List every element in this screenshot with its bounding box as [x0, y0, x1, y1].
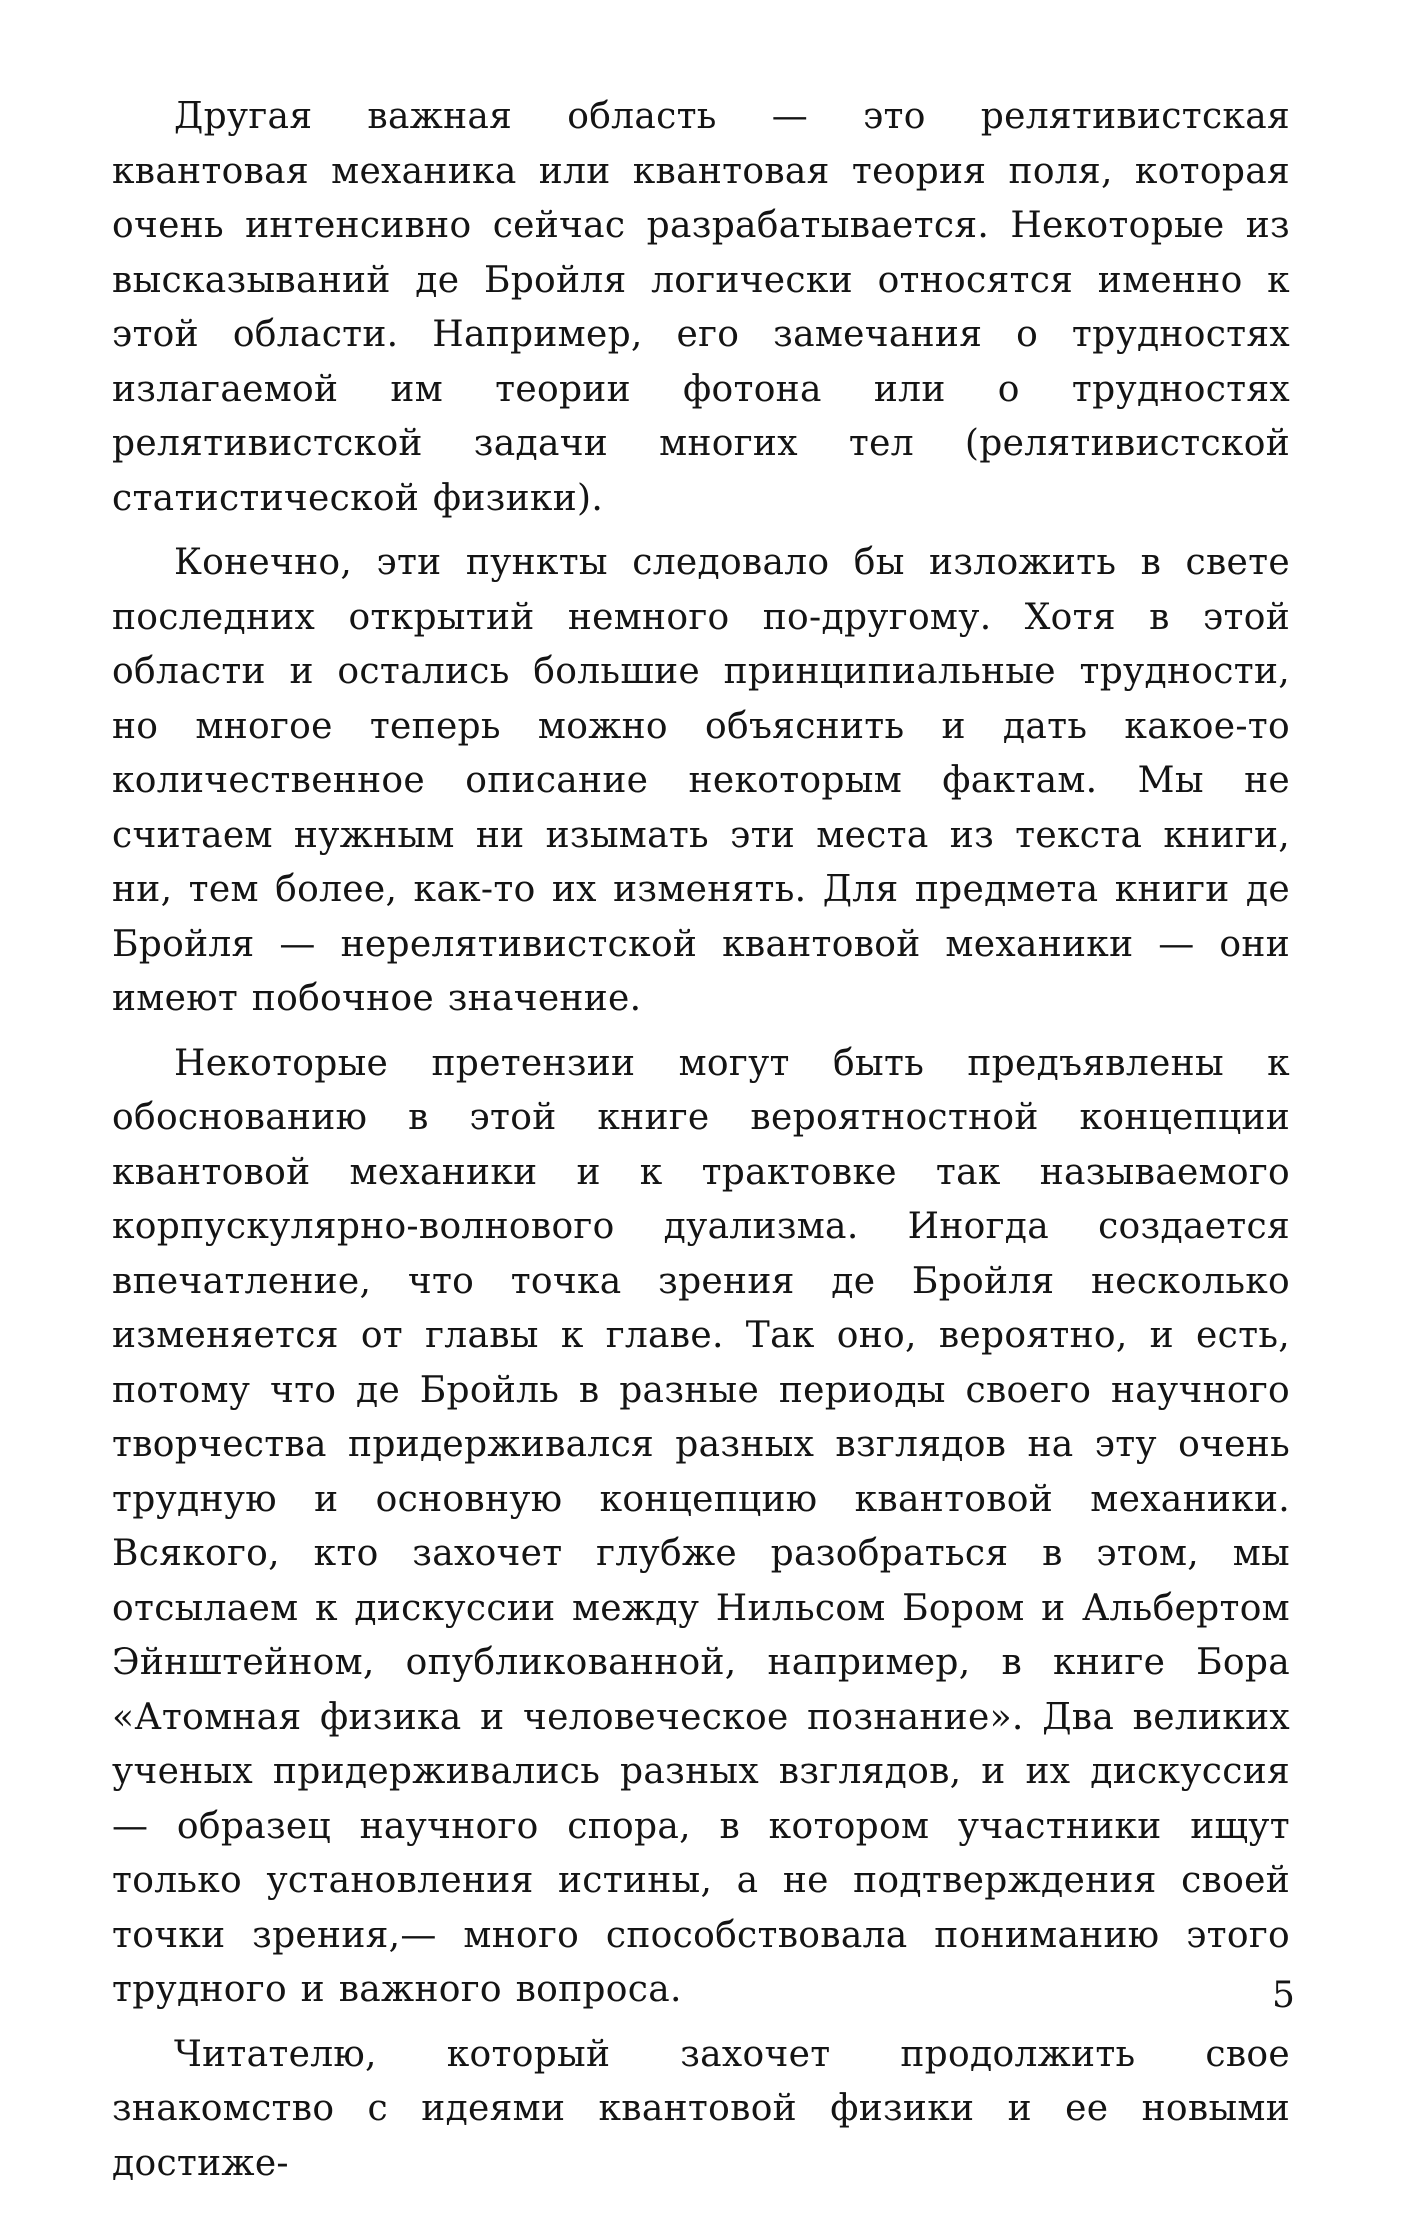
- paragraph-1: Другая важная область — это релятивистская квантовая механика или квантовая теория поля, которая очень интенсивно сейчас разрабатывается. Некоторые из высказываний де Бройля логически относятся именно к этой области. Например, его замечания о трудностях излагаемой им теории фотона или о трудностях релятивистской задачи многих тел (релятивистской статистической физики).: [112, 96, 1290, 519]
- page-number: 5: [1272, 1975, 1295, 2016]
- paragraph-2: Конечно, эти пункты следовало бы изложить в свете последних открытий немного по-другому. Хотя в этой области и остались большие принципиальные трудности, но многое теперь можно объяснить и дать какое-то количественное описание некоторым фактам. Мы не считаем нужным ни изымать эти места из текста книги, ни, тем более, как-то их изменять. Для предмета книги де Бройля — нерелятивистской квантовой механики — они имеют побочное значение.: [112, 542, 1290, 1019]
- paragraph-4: Читателю, который захочет продолжить свое знакомство с идеями квантовой физики и ее новыми достиже-: [112, 2033, 1290, 2184]
- body-text: [112, 90, 1290, 2201]
- paragraph-3: Некоторые претензии могут быть предъявлены к обоснованию в этой книге вероятностной концепции квантовой механики и к трактовке так называемого корпускулярно-волнового дуализма. Иногда создается впечатление, что точка зрения де Бройля несколько изменяется от главы к главе. Так оно, вероятно, и есть, потому что де Бройль в разные периоды своего научного творчества придерживался разных взглядов на эту очень трудную и основную концепцию квантовой механики. Всякого, кто захочет глубже разобраться в этом, мы отсылаем к дискуссии между Нильсом Бором и Альбертом Эйнштейном, опубликованной, например, в книге Бора «Атомная физика и человеческое познание». Два великих ученых придерживались разных взглядов, и их дискуссия — образец научного спора, в котором участники ищут только установления истины, а не подтверждения своей точки зрения,— много способствовала пониманию этого трудного и важного вопроса.: [112, 1042, 1290, 2010]
